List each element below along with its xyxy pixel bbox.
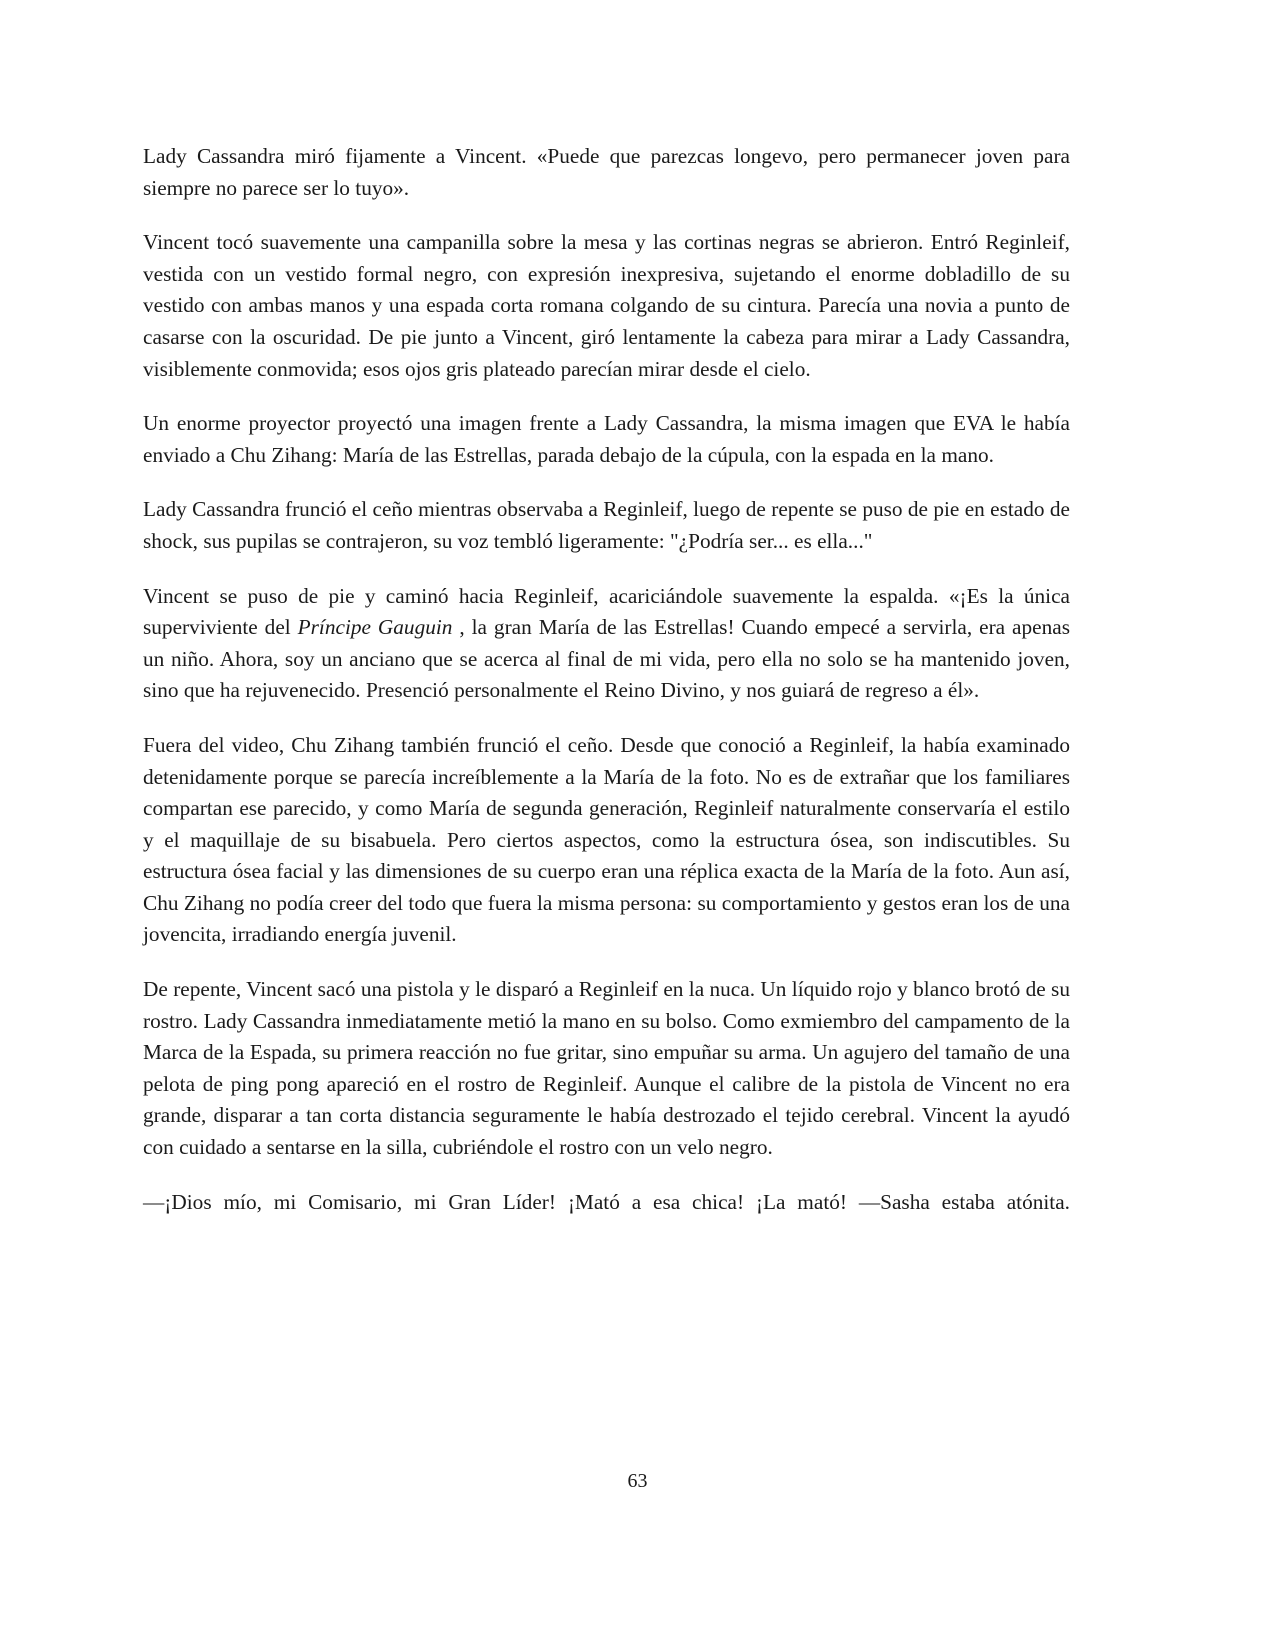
paragraph: Fuera del video, Chu Zihang también frunció el ceño. Desde que conoció a Reginleif, la había examinado detenidamente porque se parecía increíblemente a la María de la foto. No es de extrañar que los familiares compartan ese parecido, y como María de segunda generación, Reginleif naturalmente conservaría el estilo y el maquillaje de su bisabuela. Pero ciertos aspectos, como la estructura ósea, son indiscutibles. Su estructura ósea facial y las dimensiones de su cuerpo eran una réplica exacta de la María de la foto. Aun así, Chu Zihang no podía creer del todo que fuera la misma persona: su comportamiento y gestos eran los de una jovencita, irradiando energía juvenil. xyxy=(143,732,1070,947)
paragraph: Lady Cassandra frunció el ceño mientras observaba a Reginleif, luego de repente se puso de pie en estado de shock, sus pupilas se contrajeron, su voz tembló ligeramente: "¿Podría ser... es ella..." xyxy=(143,497,1070,553)
paragraph: —¡Dios mío, mi Comisario, mi Gran Líder! ¡Mató a esa chica! ¡La mató! —Sasha estaba atónita. xyxy=(143,1189,1070,1214)
paragraph-text: Vincent se puso de pie y caminó hacia Reginleif, acariciándole suavemente la espalda. «¡Es la única superviviente del xyxy=(143,583,1070,640)
page-number: 63 xyxy=(627,1470,648,1492)
paragraph: Un enorme proyector proyectó una imagen frente a Lady Cassandra, la misma imagen que EVA le había enviado a Chu Zihang: María de las Estrellas, parada debajo de la cúpula, con la espada en la mano. xyxy=(143,411,1070,467)
paragraph-text: , la gran María de las Estrellas! Cuando empecé a servirla, era apenas un niño. Ahora, soy un anciano que se acerca al final de mi vida, pero ella no solo se ha mantenido joven, sino que ha rejuvenecido. Presenció personalmente el Reino Divino, y nos guiará de regreso a él». xyxy=(143,615,1070,703)
paragraph xyxy=(143,581,1070,707)
italic-title: Príncipe Gauguin xyxy=(297,615,453,640)
paragraph: Lady Cassandra miró fijamente a Vincent. «Puede que parezcas longevo, pero permanecer joven para siempre no parece ser lo tuyo». xyxy=(143,144,1070,200)
paragraph: De repente, Vincent sacó una pistola y le disparó a Reginleif en la nuca. Un líquido rojo y blanco brotó de su rostro. Lady Cassandra inmediatamente metió la mano en su bolso. Como exmiembro del campamento de la Marca de la Espada, su primera reacción no fue gritar, sino empuñar su arma. Un agujero del tamaño de una pelota de ping pong apareció en el rostro de Reginleif. Aunque el calibre de la pistola de Vincent no era grande, disparar a tan corta distancia seguramente le había destrozado el tejido cerebral. Vincent la ayudó con cuidado a sentarse en la silla, cubriéndole el rostro con un velo negro. xyxy=(143,977,1070,1160)
page-body xyxy=(143,141,1070,1241)
paragraph: Vincent tocó suavemente una campanilla sobre la mesa y las cortinas negras se abrieron. Entró Reginleif, vestida con un vestido formal negro, con expresión inexpresiva, sujetando el enorme dobladillo de su vestido con ambas manos y una espada corta romana colgando de su cintura. Parecía una novia a punto de casarse con la oscuridad. De pie junto a Vincent, giró lentamente la cabeza para mirar a Lady Cassandra, visiblemente conmovida; esos ojos gris plateado parecían mirar desde el cielo. xyxy=(143,230,1070,381)
